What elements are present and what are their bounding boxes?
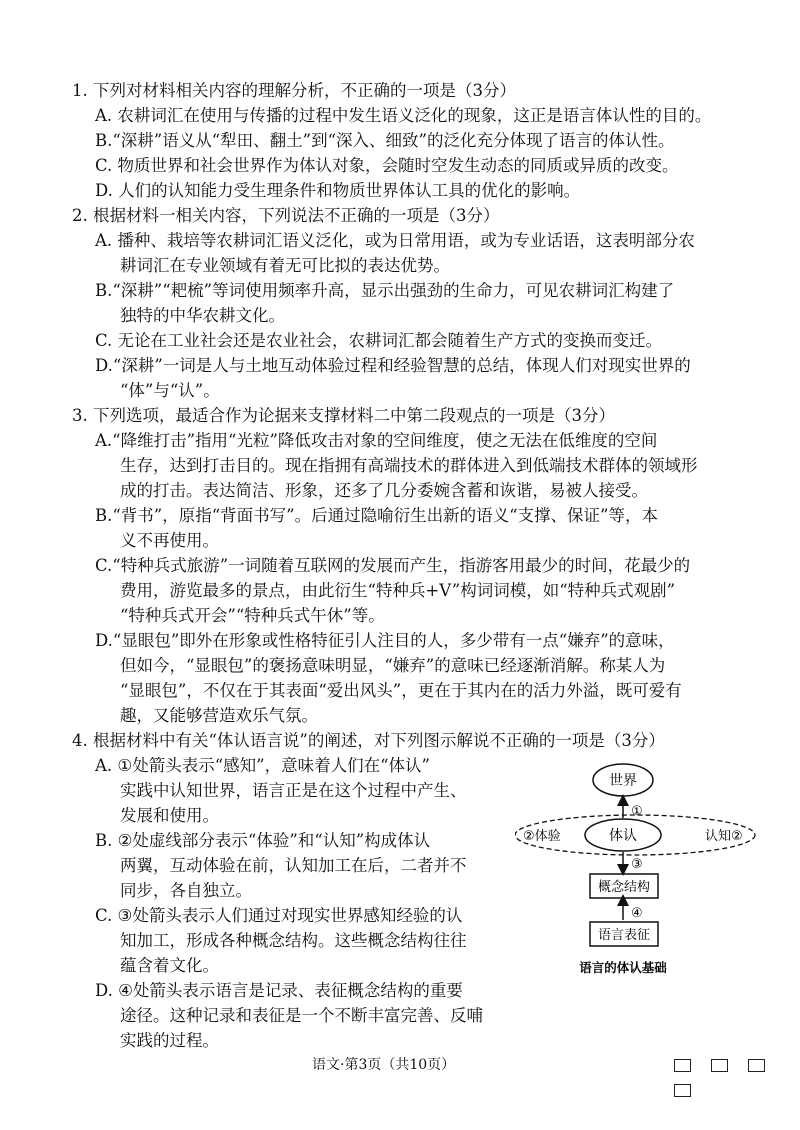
q2-option-a-line2: 耕词汇在专业领域有着无可比拟的表达优势。 bbox=[120, 256, 450, 275]
q2-option-a-line1: A. 播种、栽培等农耕词汇语义泛化，或为日常用语，或为专业话语，这表明部分农 bbox=[95, 231, 695, 250]
arrow-1-label: ① bbox=[631, 804, 643, 819]
q1-option-a: A. 农耕词汇在使用与传播的过程中发生语义泛化的现象，这正是语言体认性的目的。 bbox=[95, 106, 712, 125]
q4-stem: 4. 根据材料中有关“体认语言说”的阐述，对下列图示解说不正确的一项是（3分） bbox=[72, 731, 665, 750]
q3-option-c-line2: 费用，游览最多的景点，由此衍生“特种兵+V”构词词模，如“特种兵式观剧” bbox=[120, 581, 676, 600]
q1-option-b: B.“深耕”语义从“犁田、翻土”到“深入、细致”的泛化充分体现了语言的体认性。 bbox=[95, 131, 675, 150]
q3-option-b-line2: 义不再使用。 bbox=[120, 531, 219, 550]
q4-option-c-line3: 蕴含着文化。 bbox=[120, 956, 219, 975]
score-box bbox=[674, 1084, 691, 1097]
q3-option-a-line1: A.“降维打击”指用“光粒”降低攻击对象的空间维度，使之无法在低维度的空间 bbox=[95, 431, 658, 450]
q1-option-c: C. 物质世界和社会世界作为体认对象，会随时空发生动态的同质或异质的改变。 bbox=[95, 156, 679, 175]
q4-option-d-line1: D. ④处箭头表示语言是记录、表征概念结构的重要 bbox=[95, 981, 463, 1000]
q3-option-d-line1: D.“显眼包”即外在形象或性格特征引人注目的人，多少带有一点“嫌弃”的意味， bbox=[95, 631, 675, 650]
q2-option-d-line2: “体”与“认”。 bbox=[120, 381, 220, 400]
q4-option-b-line3: 同步，各自独立。 bbox=[120, 881, 252, 900]
q3-option-d-line2: 但如今，“显眼包”的褒扬意味明显，“嫌弃”的意味已经逐渐消解。称某人为 bbox=[120, 656, 666, 675]
q4-option-a-line2: 实践中认知世界，语言正是在这个过程中产生、 bbox=[120, 781, 467, 800]
q3-option-c-line1: C.“特种兵式旅游”一词随着互联网的发展而产生，指游客用最少的时间，花最少的 bbox=[95, 556, 691, 575]
q4-option-b-line1: B. ②处虚线部分表示“体验”和“认知”构成体认 bbox=[95, 831, 431, 850]
q3-option-a-line3: 成的打击。表达简洁、形象，还多了几分委婉含蓄和诙谐，易被人接受。 bbox=[120, 481, 648, 500]
q4-option-b-line2: 两翼，互动体验在前，认知加工在后，二者并不 bbox=[120, 856, 467, 875]
q1-option-d: D. 人们的认知能力受生理条件和物质世界体认工具的优化的影响。 bbox=[95, 181, 581, 200]
q2-option-b-line2: 独特的中华农耕文化。 bbox=[120, 306, 285, 325]
q3-option-c-line3: “特种兵式开会”“特种兵式午休”等。 bbox=[120, 606, 385, 625]
q4-option-a-line3: 发展和使用。 bbox=[120, 806, 219, 825]
concept-label: 概念结构 bbox=[597, 880, 651, 895]
q3-option-a-line2: 生存，达到打击目的。现在指拥有高端技术的群体进入到低端技术群体的领域形 bbox=[120, 456, 698, 475]
q1-stem: 1. 下列对材料相关内容的理解分析，不正确的一项是（3分） bbox=[72, 81, 516, 100]
tiyan-label: ②体验 bbox=[523, 829, 561, 844]
q4-option-c-line2: 知加工，形成各种概念结构。这些概念结构往往 bbox=[120, 931, 467, 950]
q2-option-c: C. 无论在工业社会还是农业社会，农耕词汇都会随着生产方式的变换而变迁。 bbox=[95, 331, 663, 350]
q2-option-b-line1: B.“深耕”“耙梳”等词使用频率升高，显示出强劲的生命力，可见农耕词汇构建了 bbox=[95, 281, 675, 300]
q2-option-d-line1: D.“深耕”一词是人与土地互动体验过程和经验智慧的总结，体现人们对现实世界的 bbox=[95, 356, 691, 375]
world-label: 世界 bbox=[609, 773, 637, 789]
q4-option-d-line2: 途径。这种记录和表征是一个不断丰富完善、反哺 bbox=[120, 1006, 483, 1025]
q3-option-b-line1: B.“背书”，原指“背面书写”。后通过隐喻衍生出新的语义“支撑、保证”等，本 bbox=[95, 506, 658, 525]
q2-stem: 2. 根据材料一相关内容，下列说法不正确的一项是（3分） bbox=[72, 206, 500, 225]
q3-option-d-line3: “显眼包”，不仅在于其表面“爱出风头”，更在于其内在的活力外溢，既可爱有 bbox=[120, 681, 682, 700]
page-footer: 语文·第3页（共10页） bbox=[312, 1057, 456, 1073]
score-boxes bbox=[674, 1054, 800, 1104]
score-box bbox=[674, 1059, 691, 1072]
q3-stem: 3. 下列选项，最适合作为论据来支撑材料二中第二段观点的一项是（3分） bbox=[72, 406, 615, 425]
tiren-label: 体认 bbox=[609, 828, 637, 844]
cognition-diagram bbox=[515, 760, 765, 985]
q3-option-d-line4: 趣，又能够营造欢乐气氛。 bbox=[120, 706, 318, 725]
q4-option-c-line1: C. ③处箭头表示人们通过对现实世界感知经验的认 bbox=[95, 906, 463, 925]
q4-option-a-line1: A. ①处箭头表示“感知”，意味着人们在“体认” bbox=[95, 756, 430, 775]
score-box bbox=[711, 1059, 728, 1072]
language-label: 语言表征 bbox=[597, 928, 651, 943]
score-box bbox=[748, 1059, 765, 1072]
arrow-4-label: ④ bbox=[631, 906, 643, 921]
diagram-caption: 语言的体认基础 bbox=[579, 960, 667, 975]
arrow-3-label: ③ bbox=[631, 857, 643, 872]
renzhi-label: 认知② bbox=[705, 829, 743, 844]
q4-option-d-line3: 实践的过程。 bbox=[120, 1031, 219, 1050]
